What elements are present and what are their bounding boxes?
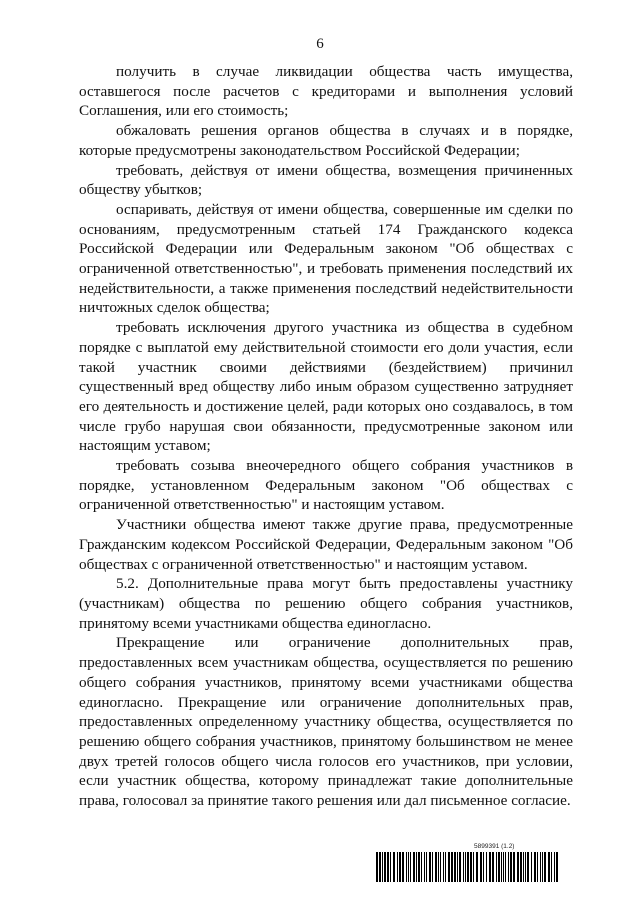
- paragraph: Прекращение или ограничение дополнительных прав, предоставленных всем участникам общества, осуществляется по решению общего собрания участников, принятому всеми участниками общества единогласно. Прекращение или ограничение дополнительных прав, предоставленных определенному участнику общества, осуществляется по решению общего собрания участников, принятому большинством не менее двух третей голосов общего числа голосов его участников, при условии, если участник общества, которому принадлежат такие дополнительные права, голосовал за принятие такого решения или дал письменное согласие.: [79, 634, 573, 810]
- paragraph: оспаривать, действуя от имени общества, совершенные им сделки по основаниям, предусмотренным статьей 174 Гражданского кодекса Российской Федерации или Федеральным законом "Об обществах с ограниченной ответственностью", и требовать применения последствий их недействительности, а также применения последствий недействительности ничтожных сделок общества;: [79, 200, 573, 317]
- paragraph: требовать созыва внеочередного общего собрания участников в порядке, установленном Федеральным законом "Об обществах с ограниченной ответственностью" и настоящим уставом.: [79, 457, 573, 514]
- page-number: 6: [316, 36, 324, 52]
- barcode-number: 5899391 (1.2): [474, 843, 515, 850]
- paragraph: Участники общества имеют также другие права, предусмотренные Гражданским кодексом Российской Федерации, Федеральным законом "Об обществах с ограниченной ответственностью" и настоящим уставом.: [79, 516, 573, 573]
- paragraph: 5.2. Дополнительные права могут быть предоставлены участнику (участникам) общества по решению общего собрания участников, принятому всеми участниками общества единогласно.: [79, 575, 573, 632]
- paragraph: обжаловать решения органов общества в случаях и в порядке, которые предусмотрены законодательством Российской Федерации;: [79, 122, 573, 159]
- barcode: [376, 843, 562, 883]
- document-body: [79, 62, 573, 811]
- paragraph: требовать исключения другого участника из общества в судебном порядке с выплатой ему действительной стоимости его доли участия, если такой участник своими действиями (бездействием) причинил существенный вред обществу либо иным образом существенно затрудняет его деятельность и достижение целей, ради которых оно создавалось, в том числе грубо нарушая свои обязанности, предусмотренные законом или настоящим уставом;: [79, 319, 573, 455]
- paragraph: получить в случае ликвидации общества часть имущества, оставшегося после расчетов с кредиторами и выполнения условий Соглашения, или его стоимость;: [79, 63, 573, 120]
- barcode-bars: [376, 852, 562, 882]
- paragraph: требовать, действуя от имени общества, возмещения причиненных обществу убытков;: [79, 161, 573, 199]
